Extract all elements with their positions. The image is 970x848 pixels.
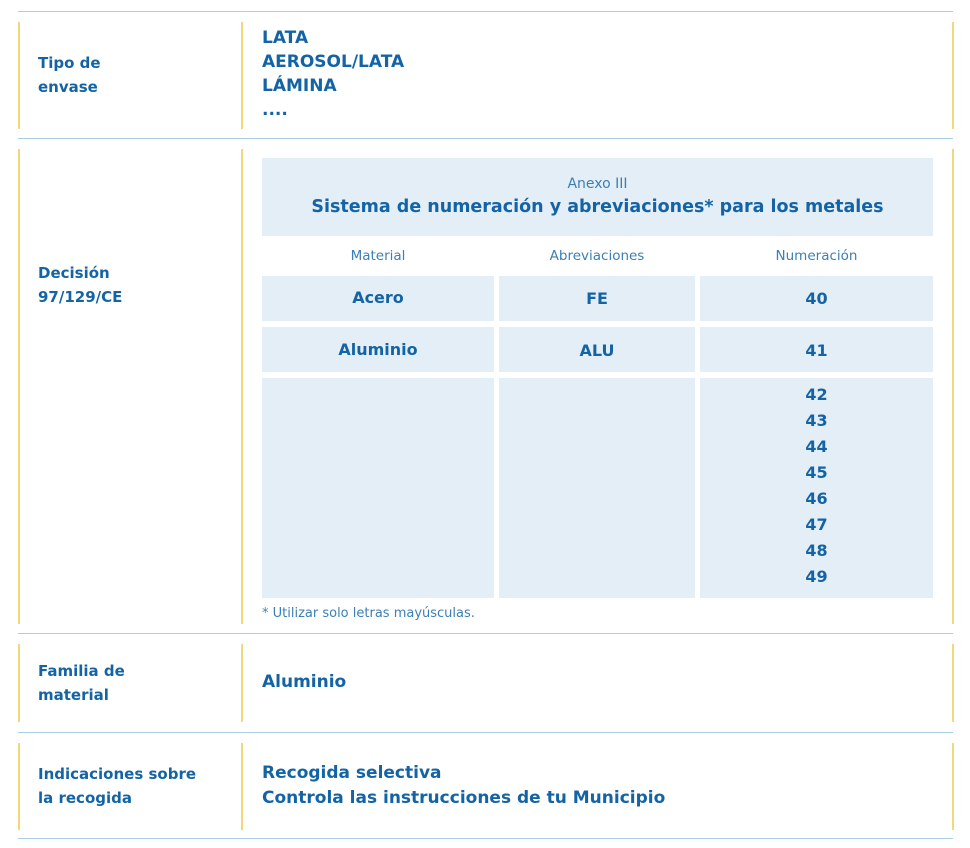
column-rule: [952, 644, 954, 722]
familia-value: Aluminio: [262, 672, 347, 692]
label-line: material: [38, 686, 109, 704]
number-48: 48: [805, 541, 828, 560]
annex-title: Sistema de numeración y abreviaciones* para los metales: [311, 197, 884, 217]
cell-text: Acero: [352, 288, 404, 307]
label-line: envase: [38, 78, 98, 96]
footnote: * Utilizar solo letras mayúsculas.: [262, 606, 475, 621]
label-line: la recogida: [38, 789, 132, 807]
tipo-envase-values: [262, 26, 404, 122]
table-cell-abbr: [499, 276, 695, 321]
column-rule: [952, 743, 954, 830]
cell-text: FE: [586, 289, 608, 308]
table-cell-extra-numbers: [700, 378, 933, 598]
column-rule: [18, 743, 20, 830]
annex-subtitle: Anexo III: [567, 176, 628, 192]
cell-text: Aluminio: [338, 340, 418, 359]
row-label-familia: [38, 659, 125, 707]
table-cell-material-empty: [262, 378, 494, 598]
cell-text: ALU: [579, 341, 615, 360]
label-line: Decisión: [38, 264, 110, 282]
table-cell-material: [262, 327, 494, 372]
table-cell-num: [700, 276, 933, 321]
column-rule: [241, 22, 243, 129]
row-label-indicaciones: [38, 762, 196, 810]
row-divider: [18, 11, 953, 12]
column-rule: [952, 149, 954, 624]
column-header-numeracion: Numeración: [775, 248, 858, 264]
value-lata: LATA: [262, 28, 309, 48]
row-divider: [18, 732, 953, 733]
number-44: 44: [805, 437, 828, 456]
value-instrucciones: Controla las instrucciones de tu Municipio: [262, 788, 666, 808]
column-rule: [18, 644, 20, 722]
number-42: 42: [805, 385, 828, 404]
value-ellipsis: ....: [262, 100, 288, 120]
label-line: Familia de: [38, 662, 125, 680]
table-cell-abbr-empty: [499, 378, 695, 598]
table-cell-material: [262, 276, 494, 321]
row-divider: [18, 138, 953, 139]
indicaciones-values: [262, 761, 665, 811]
column-header-material: Material: [350, 248, 406, 264]
column-header-abreviaciones: Abreviaciones: [549, 248, 645, 264]
label-line: 97/129/CE: [38, 288, 123, 306]
column-rule: [241, 149, 243, 624]
number-46: 46: [805, 489, 828, 508]
table-cell-abbr: [499, 327, 695, 372]
row-label-tipo-envase: [38, 51, 101, 99]
row-divider: [18, 838, 953, 839]
column-rule: [18, 22, 20, 129]
number-43: 43: [805, 411, 828, 430]
column-rule: [18, 149, 20, 624]
annex-header: [262, 158, 933, 236]
number-47: 47: [805, 515, 828, 534]
row-label-decision: [38, 261, 122, 309]
row-divider: [18, 633, 953, 634]
value-aerosol-lata: AEROSOL/LATA: [262, 52, 405, 72]
column-rule: [241, 644, 243, 722]
column-rule: [952, 22, 954, 129]
label-line: Tipo de: [38, 54, 101, 72]
number-49: 49: [805, 567, 828, 586]
value-lamina: LÁMINA: [262, 76, 337, 96]
value-recogida-selectiva: Recogida selectiva: [262, 763, 442, 783]
number-45: 45: [805, 463, 828, 482]
cell-text: 40: [805, 289, 828, 308]
table-cell-num: [700, 327, 933, 372]
cell-text: 41: [805, 341, 828, 360]
label-line: Indicaciones sobre: [38, 765, 197, 783]
column-rule: [241, 743, 243, 830]
